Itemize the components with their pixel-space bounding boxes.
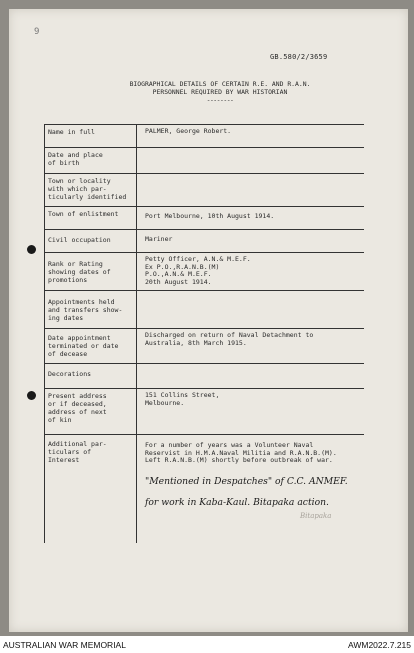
form-row-appointments <box>45 291 364 329</box>
form-row-rank <box>45 253 364 291</box>
row-label: Present address or if deceased, address of next of kin <box>45 389 137 434</box>
form-row-name <box>45 125 364 148</box>
row-value <box>137 364 364 388</box>
row-value: Mariner <box>145 235 173 243</box>
row-label: Name in full <box>45 125 137 147</box>
row-value: Petty Officer, A.N.& M.E.F. Ex P.O.,R.A.N.B.(M) P.O.,A.N.& M.E.F. 20th August 1914. <box>145 255 251 286</box>
row-label: Date appointment terminated or date of decease <box>45 329 137 363</box>
document-heading <box>70 80 370 104</box>
form-row-termination <box>45 329 364 364</box>
row-value <box>137 148 364 173</box>
reference-number: GB.580/2/3659 <box>270 53 328 61</box>
row-label: Decorations <box>45 364 137 388</box>
row-value: 151 Collins Street, Melbourne. <box>145 391 220 407</box>
corner-mark: 9 <box>34 27 40 37</box>
row-value <box>137 291 364 328</box>
row-label: Rank or Rating showing dates of promotions <box>45 253 137 290</box>
form-row-birth <box>45 148 364 174</box>
footer-institution: AUSTRALIAN WAR MEMORIAL <box>3 640 126 650</box>
faint-pencil-note: Bitapaka <box>300 512 332 520</box>
punch-hole-bottom <box>27 391 36 400</box>
form-row-occupation <box>45 230 364 253</box>
punch-hole-top <box>27 245 36 254</box>
row-label: Additional par- ticulars of Interest <box>45 435 137 543</box>
handwritten-note-line-1: "Mentioned in Despatches" of C.C. ANMEF. <box>145 476 348 487</box>
row-label: Appointments held and transfers show- ing dates <box>45 291 137 328</box>
heading-line-1: BIOGRAPHICAL DETAILS OF CERTAIN R.E. AND R.A.N. <box>129 80 311 88</box>
row-value: Discharged on return of Naval Detachment to Australia, 8th March 1915. <box>145 331 314 347</box>
form-row-address <box>45 389 364 435</box>
footer-accession-number: AWM2022.7.215 <box>348 640 411 650</box>
row-label: Town or locality with which par- ticularly identified <box>45 174 137 206</box>
row-value <box>137 174 364 206</box>
form-row-additional <box>45 435 364 543</box>
row-value: PALMER, George Robert. <box>145 127 232 135</box>
row-value: Port Melbourne, 10th August 1914. <box>145 212 275 220</box>
handwritten-note-line-2 <box>145 497 410 508</box>
row-label: Town of enlistment <box>45 207 137 229</box>
row-label: Date and place of birth <box>45 148 137 173</box>
handwritten-note-text: for work in Kaba-Kaul. Bitapaka action. <box>145 497 329 508</box>
form-row-decorations <box>45 364 364 389</box>
heading-rule: -------- <box>206 96 234 104</box>
form-row-locality <box>45 174 364 207</box>
form-row-enlistment <box>45 207 364 230</box>
row-label: Civil occupation <box>45 230 137 252</box>
footer-bar <box>0 636 414 653</box>
heading-line-2: PERSONNEL REQUIRED BY WAR HISTORIAN <box>152 88 288 96</box>
row-value: For a number of years was a Volunteer Naval Reservist in H.M.A.Naval Militia and R.A.N.B.(M). Left R.A.N.B.(M) shortly before outbreak of war. <box>145 441 337 464</box>
